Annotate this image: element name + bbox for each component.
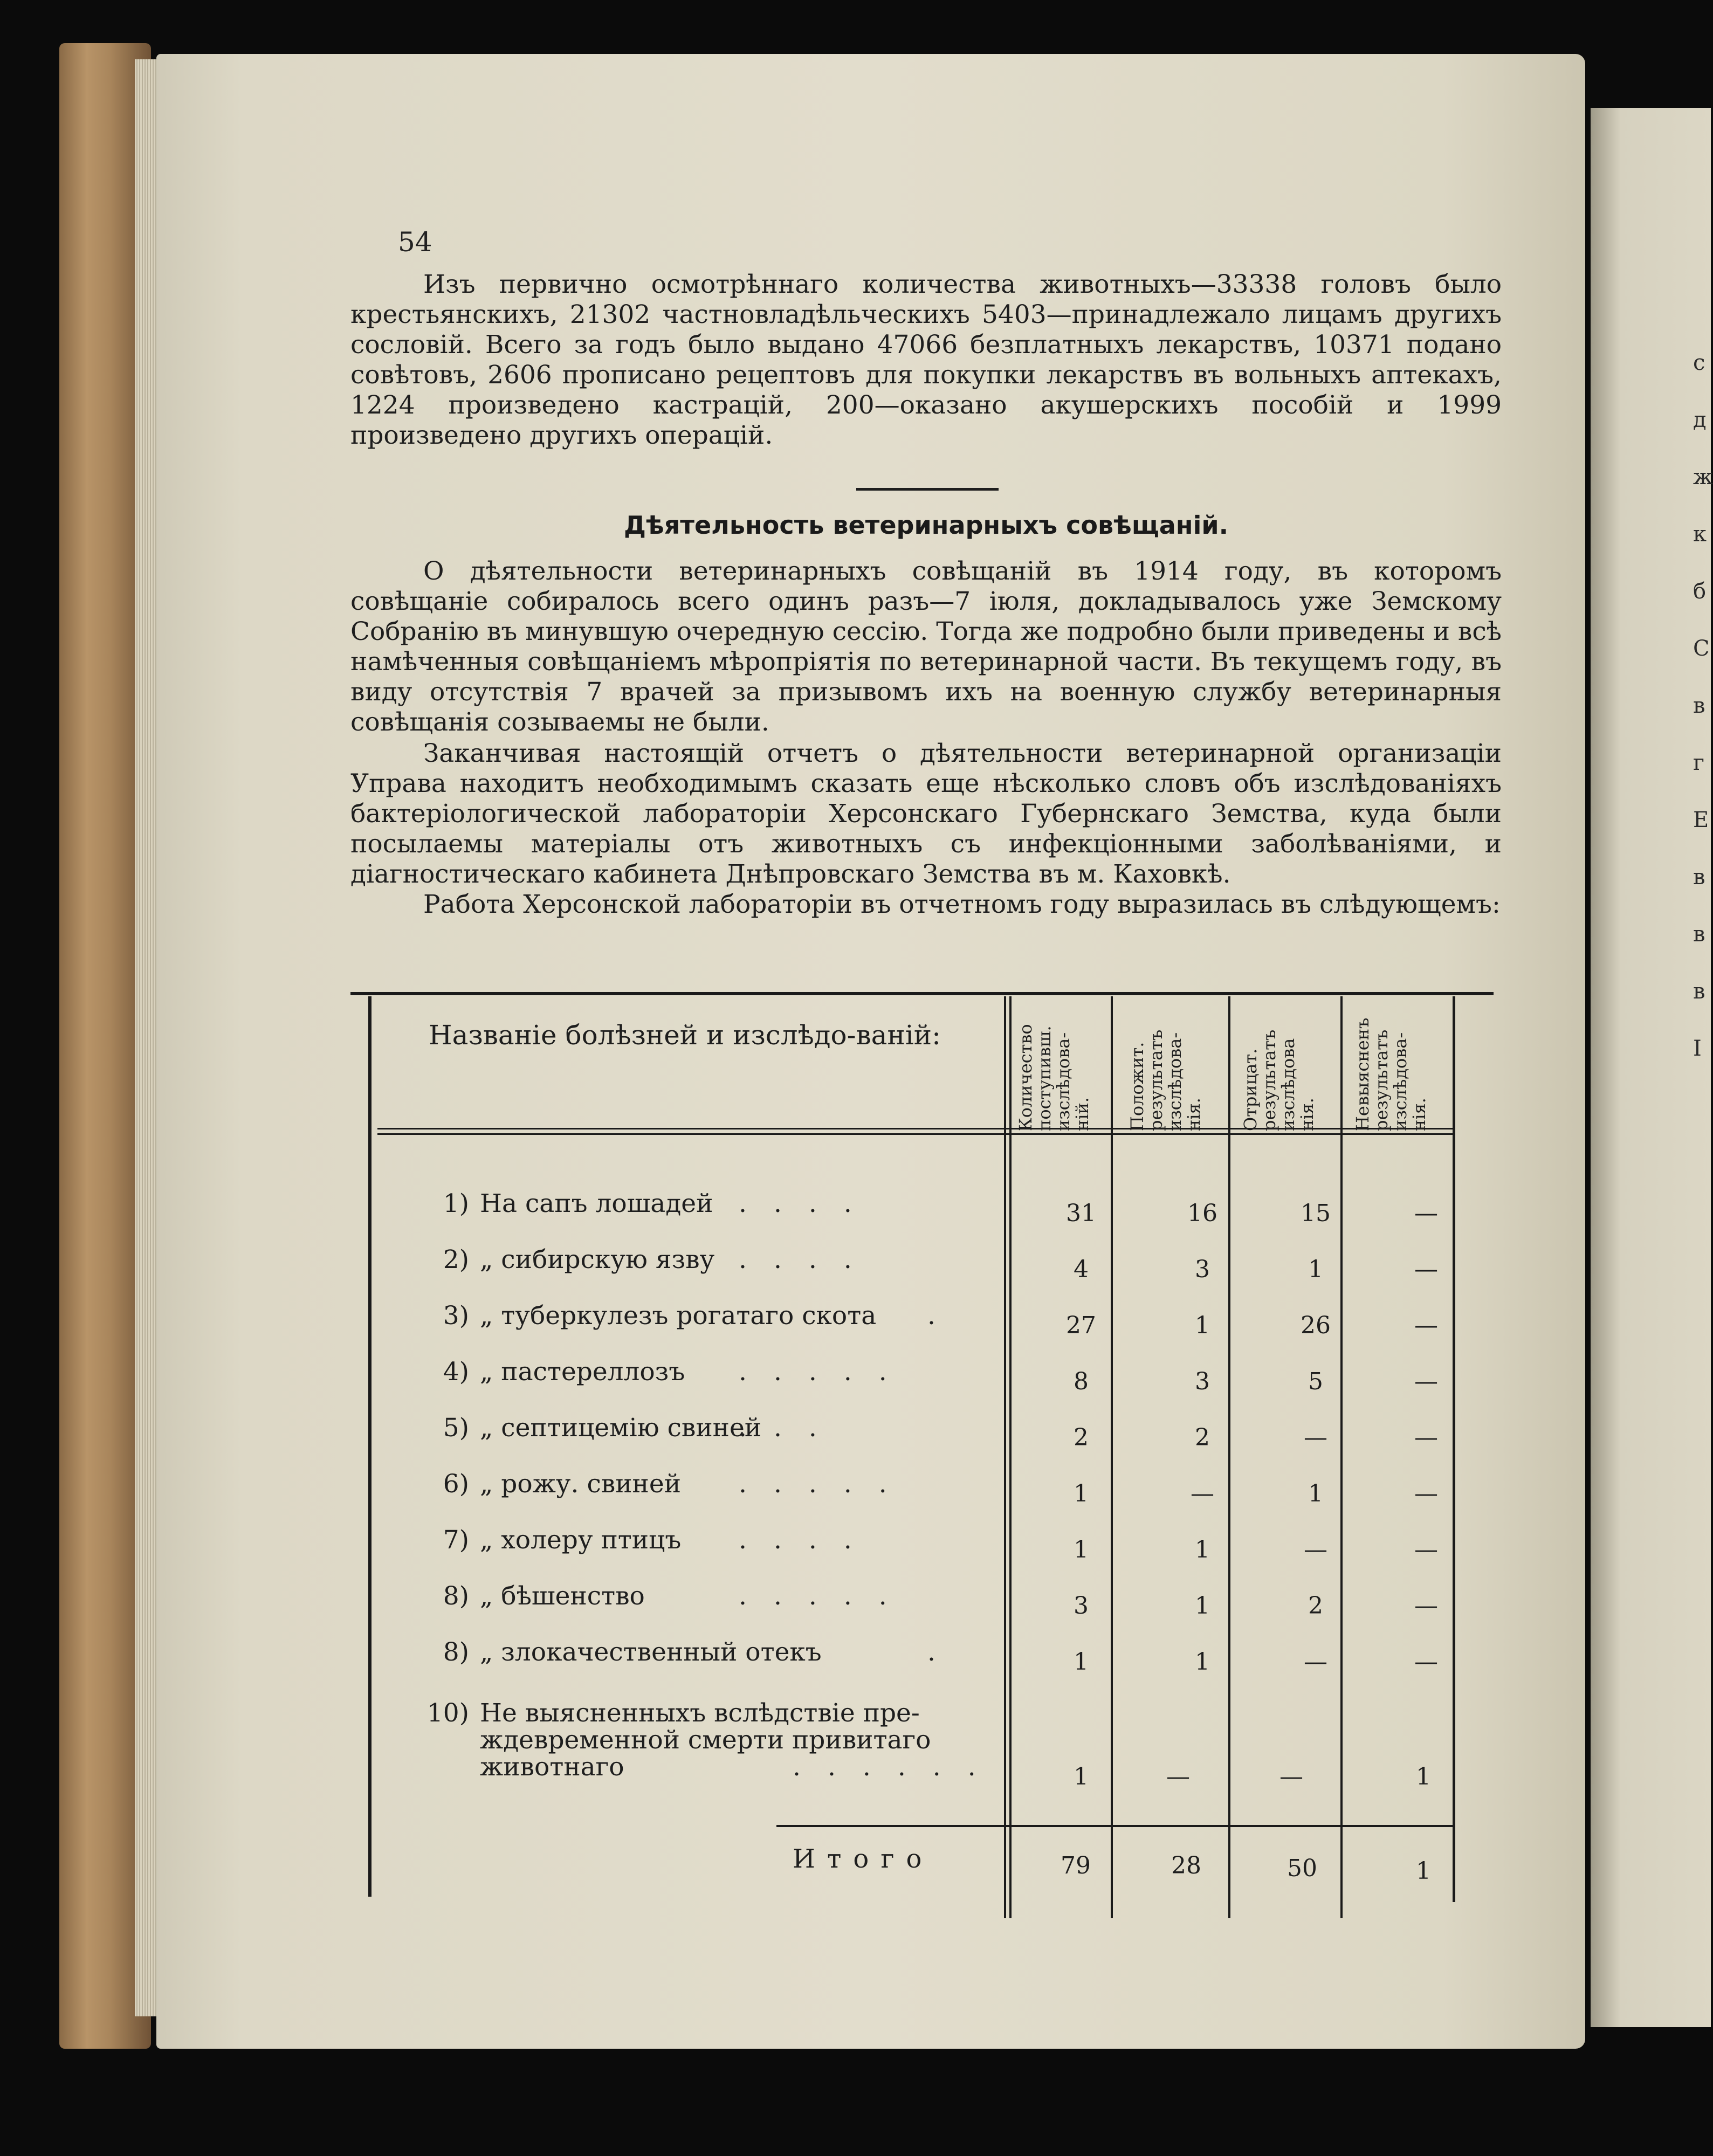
adjacent-page-letter: с	[1693, 350, 1705, 375]
table-row-label: 8) „ злокачественный отекъ .	[443, 1637, 962, 1667]
table-cell: —	[1414, 1592, 1438, 1620]
adjacent-page-letter: к	[1693, 522, 1707, 547]
table-cell: —	[1414, 1648, 1438, 1676]
table-cell: 8	[1074, 1368, 1089, 1395]
column-header-negative: Отрицат. результатъ изслѣдова нія.	[1240, 1029, 1317, 1131]
table-cell: —	[1414, 1200, 1438, 1227]
table-cell: 1	[1074, 1648, 1089, 1676]
table-cell: 1	[1074, 1536, 1089, 1563]
table-cell: 1	[1308, 1480, 1323, 1507]
total-cell: 28	[1171, 1852, 1201, 1879]
table-cell: —	[1414, 1368, 1438, 1395]
table-row-label: 1) На сапъ лошадей ....	[443, 1189, 879, 1218]
adjacent-page-letter: в	[1693, 922, 1705, 947]
table-row-label: 3) „ туберкулезъ рогатаго скота .	[443, 1301, 962, 1331]
table-row-label: 2) „ сибирскую язву ....	[443, 1245, 879, 1275]
table-cell: 2	[1074, 1424, 1089, 1451]
paragraph-laboratory: Заканчивая настоящій отчетъ о дѣятельности ветеринарной организаціи Управа находитъ необходимымъ сказать еще нѣсколько словъ объ изслѣдованіяхъ бактеріологической лабораторіи Херсонскаго Губернскаго Земства, куда были посылаемы матеріалы отъ животныхъ съ инфекціонными заболѣваніями, и діагностическаго кабинета Днѣпровскаго Земства въ м. Каховкѣ.	[350, 739, 1502, 889]
table-row-label: 4) „ пастереллозъ .....	[443, 1357, 914, 1387]
total-cell: 50	[1287, 1855, 1317, 1882]
table-cell: —	[1304, 1424, 1327, 1451]
table-cell: —	[1414, 1424, 1438, 1451]
adjacent-page-letter: д	[1693, 408, 1707, 432]
table-cell: 4	[1074, 1256, 1089, 1283]
table-cell: —	[1304, 1648, 1327, 1676]
table-cell: 1	[1195, 1648, 1210, 1676]
adjacent-page-letter: ж	[1693, 465, 1713, 490]
column-header-unclear: Невыясненъ результатъ изслѣдова- нія.	[1352, 1017, 1429, 1131]
table-cell: 3	[1074, 1592, 1089, 1620]
table-cell: 31	[1066, 1200, 1096, 1227]
table-cell: —	[1166, 1763, 1190, 1790]
intro-paragraph: Изъ первично осмотрѣннаго количества животныхъ—33338 головъ было крестьянскихъ, 21302 частновладѣльческихъ 5403—принадлежало лицамъ другихъ сословій. Всего за годъ было выдано 47066 безплатныхъ лекарствъ, 10371 подано совѣтовъ, 2606 прописано рецептовъ для покупки лекарствъ въ вольныхъ аптекахъ, 1224 произведено кастрацій, 200—оказано акушерскихъ пособій и 1999 произведено другихъ операцій.	[350, 270, 1502, 450]
table-row-label: 5) „ септицемію свиней ...	[443, 1413, 844, 1443]
table-cell: —	[1279, 1763, 1303, 1790]
table-cell: 2	[1195, 1424, 1210, 1451]
table-cell: 5	[1308, 1368, 1323, 1395]
adjacent-page-letter: С	[1693, 636, 1710, 661]
adjacent-page-letter: б	[1693, 579, 1707, 604]
table-row-label: 10) Не выясненныхъ вслѣдствіе пре-	[426, 1698, 920, 1728]
adjacent-page-letter: в	[1693, 693, 1705, 718]
paragraph-meetings: О дѣятельности ветеринарныхъ совѣщаній въ 1914 году, въ которомъ совѣщаніе собиралось всего одинъ разъ—7 іюля, докладывалось уже Земскому Собранію въ минувшую очередную сессію. Тогда же подробно были приведены и всѣ намѣченныя совѣщаніемъ мѣропріятія по ветеринарной части. Въ текущемъ году, въ виду отсутствія 7 врачей за призывомъ ихъ на военную службу ветеринарныя совѣщанія созываемы не были.	[350, 556, 1502, 737]
table-cell: 1	[1195, 1592, 1210, 1620]
adjacent-page-text	[1693, 334, 1713, 1077]
column-header-disease: Названіе болѣзней и изслѣдо-ваній:	[429, 1020, 941, 1051]
page-number: 54	[398, 226, 432, 258]
paragraph-kherson-work: Работа Херсонской лабораторіи въ отчетномъ году выразилась въ слѣдующемъ:	[423, 890, 1501, 919]
adjacent-page-letter: г	[1693, 750, 1704, 775]
adjacent-page-letter: в	[1693, 979, 1705, 1004]
total-rule	[776, 1825, 1453, 1827]
table-cell: 26	[1301, 1312, 1331, 1339]
adjacent-page-letter: в	[1693, 865, 1705, 890]
table-row-label: 6) „ рожу. свиней .....	[443, 1469, 914, 1499]
table-cell: 27	[1066, 1312, 1096, 1339]
table-cell: 1	[1074, 1763, 1089, 1790]
header-rule	[377, 1133, 1455, 1135]
table-cell: —	[1414, 1536, 1438, 1563]
table-cell: 16	[1187, 1200, 1217, 1227]
table-cell: 1	[1195, 1312, 1210, 1339]
table-cell: —	[1414, 1480, 1438, 1507]
adjacent-page-letter: І	[1693, 1036, 1702, 1061]
section-heading: Дѣятельность ветеринарныхъ совѣщаній.	[623, 511, 1229, 540]
table-cell: 15	[1301, 1200, 1331, 1227]
total-label: Итого	[793, 1844, 934, 1874]
table-cell: —	[1191, 1480, 1214, 1507]
adjacent-page-letter: Е	[1693, 808, 1709, 832]
table-cell: —	[1414, 1256, 1438, 1283]
table-cell: 1	[1416, 1763, 1431, 1790]
total-cell: 1	[1416, 1857, 1431, 1885]
table-cell: 3	[1195, 1256, 1210, 1283]
table-row-label: 8) „ бѣшенство .....	[443, 1581, 914, 1611]
section-divider	[856, 488, 999, 491]
table-cell: 3	[1195, 1368, 1210, 1395]
table-cell: —	[1304, 1536, 1327, 1563]
table-left-border	[368, 996, 372, 1897]
table-cell: 1	[1308, 1256, 1323, 1283]
total-cell: 79	[1061, 1852, 1091, 1879]
table-cell: 1	[1195, 1536, 1210, 1563]
table-row-label: ждевременной смерти привитаго	[480, 1725, 931, 1755]
table-row-label: животнаго ......	[480, 1752, 1003, 1782]
column-header-received: Количество поступивш. изслѣдова- ній.	[1015, 1024, 1092, 1131]
table-top-rule	[350, 992, 1494, 995]
table-row-label: 7) „ холеру птицъ ....	[443, 1525, 879, 1555]
table-cell: 1	[1074, 1480, 1089, 1507]
column-header-positive: Положит. результатъ изслѣдова- нія.	[1127, 1029, 1204, 1131]
table-cell: 2	[1308, 1592, 1323, 1620]
table-cell: —	[1414, 1312, 1438, 1339]
